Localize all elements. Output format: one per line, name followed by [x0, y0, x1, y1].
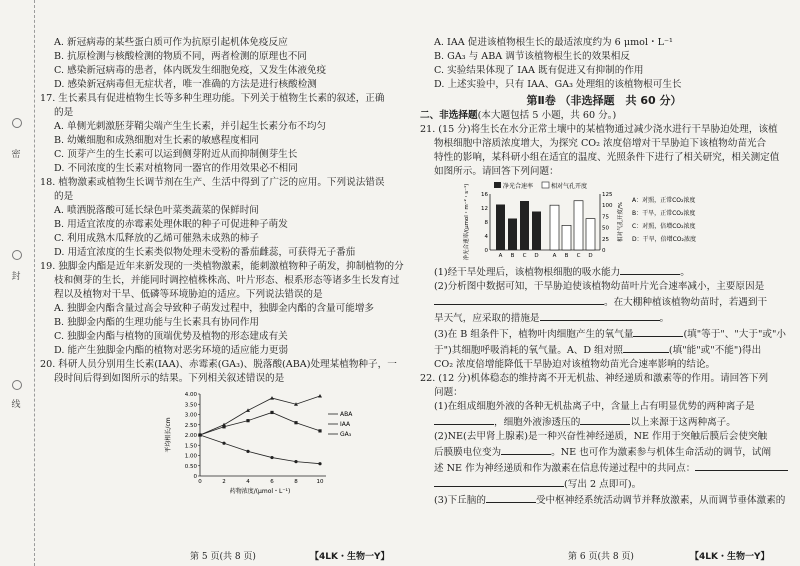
q18-option-a: A. 喷洒脱落酸可延长绿色叶菜类蔬菜的保鲜时间 — [54, 205, 259, 216]
q22-sub3a2-text: 受中枢神经系统活动调节并释放激素，从而调节垂体激素的 — [535, 495, 786, 506]
right-page-column — [420, 36, 788, 508]
binding-mark: 封 — [11, 272, 21, 282]
x-tick-label: A — [498, 253, 503, 259]
legend-label: GA₃ — [340, 431, 352, 438]
q19-stem: 程以及植物对干旱、低磷等环境胁迫的适应。下列说法错误的是 — [54, 289, 323, 300]
binding-mark: 密 — [11, 150, 21, 160]
bar-stomatal-opening — [562, 225, 571, 250]
q18-option-c: C. 利用成熟木瓜释放的乙烯可催熟未成熟的柿子 — [54, 233, 259, 244]
q20-stem: 段时间后得到如图所示的结果。下列相关叙述错误的是 — [54, 373, 285, 384]
x-tick-label: D — [588, 253, 593, 259]
y-right-tick-label: 0 — [602, 248, 606, 254]
y-tick-label: 0.50 — [184, 463, 197, 470]
q17-stem: 17. 生长素具有促进植物生长等多种生理功能。下列关于植物生长素的叙述，正确 — [40, 93, 385, 104]
y-axis-label: 平均根长/cm — [165, 417, 172, 453]
y-left-tick-label: 4 — [484, 234, 488, 240]
y-left-tick-label: 0 — [484, 248, 488, 254]
left-page-footer — [190, 549, 256, 562]
data-point — [222, 423, 226, 427]
group-note: C：对照，倍增CO₂浓度 — [632, 223, 696, 230]
q21-stem: 21. (15 分)将生长在水分正常土壤中的某植物通过减少浇水进行干旱胁迫处理，该植 — [420, 124, 778, 135]
bar-net-photosynthesis — [508, 219, 517, 251]
y-tick-label: 3.00 — [184, 412, 197, 419]
section-heading — [420, 109, 788, 123]
answer-blank[interactable] — [633, 326, 683, 337]
section-head-label: 二、非选择题 — [420, 110, 478, 121]
left-footer-tag-wrap — [310, 549, 390, 562]
data-point — [294, 421, 297, 424]
y-left-tick-label: 16 — [481, 192, 488, 198]
x-tick-label: D — [534, 253, 539, 259]
q19-option-a: A. 独脚金内酯含量过高会导致种子萌发过程中，独脚金内酯的含量可能增多 — [54, 303, 375, 314]
q17-option-d: D. 不同浓度的生长素对植物同一器官的作用效果必不相同 — [54, 163, 298, 174]
q17-option-a: A. 单侧光刺激胚芽鞘尖端产生生长素，并引起生长素分布不均匀 — [54, 121, 327, 132]
q18-option-d: D. 用适宜浓度的生长素类似物处理未受粉的番茄雌蕊，可获得无子番茄 — [54, 247, 356, 258]
answer-blank[interactable] — [540, 310, 660, 321]
y-tick-label: 2.50 — [184, 422, 197, 429]
y-right-tick-label: 50 — [602, 225, 609, 232]
q21-bar-chart — [460, 180, 760, 264]
legend-label: 相对气孔开度 — [551, 183, 588, 190]
y-tick-label: 3.50 — [184, 402, 197, 409]
q16-option-c: C. 感染新冠病毒的患者，体内既发生细胞免疫，又发生体液免疫 — [54, 65, 327, 76]
q22-stem: 22. (12 分)机体稳态的维持离不开无机盐、神经递质和激素等的作用。请回答下列 — [420, 373, 769, 384]
page-number: 第 6 页(共 8 页) — [568, 552, 634, 562]
series-line-ABA — [200, 435, 320, 464]
q22-sub1b-text: ，细胞外液渗透压的 — [494, 417, 581, 428]
answer-blank[interactable] — [695, 460, 788, 471]
answer-blank[interactable] — [623, 342, 669, 353]
q17-stem: 的是 — [54, 107, 74, 118]
y-right-axis-label: 相对气孔开度/% — [618, 201, 624, 243]
bar-net-photosynthesis — [496, 205, 505, 251]
x-tick-label: 8 — [294, 479, 298, 485]
data-point — [270, 396, 274, 400]
q21-sub3-cont: CO₂ 浓度倍增能降低干旱胁迫对该植物幼苗光合速率影响的结论。 — [434, 359, 716, 370]
section-note: (本大题包括 5 小题，共 60 分。) — [477, 110, 617, 121]
x-tick-label: 6 — [270, 479, 274, 485]
q22-sub2-cont — [420, 444, 788, 460]
x-tick-label: 2 — [222, 479, 226, 485]
q21-sub2: (2)分析图中数据可知，干旱胁迫使该植物幼苗叶片光合速率减小，主要原因是 — [434, 281, 765, 292]
q19-stem: 枝和侧芽的生长，并能同时调控植株株高、叶片形态、根系形态等诸多生长发育过 — [54, 275, 400, 286]
y-right-tick-label: 75 — [602, 214, 609, 221]
binding-mark: 线 — [11, 400, 21, 410]
q20-option-c: C. 实验结果体现了 IAA 既有促进又有抑制的作用 — [434, 65, 644, 76]
q22-sub2d-text: (写出 2 点即可)。 — [564, 479, 642, 490]
q21-sub3a2-text: (填"等于"、"大于"或"小 — [683, 329, 786, 340]
bar-net-photosynthesis — [520, 201, 529, 250]
answer-blank[interactable] — [486, 492, 536, 503]
q20-option-a: A. IAA 促进该植物根生长的最适浓度约为 6 μmol・L⁻¹ — [434, 37, 673, 48]
q22-sub3 — [420, 492, 788, 508]
series-line-IAA — [200, 412, 320, 435]
x-tick-label: 4 — [246, 479, 250, 485]
y-right-tick-label: 25 — [602, 236, 609, 243]
binding-hole-dot — [12, 118, 22, 128]
answer-blank[interactable] — [580, 414, 630, 425]
data-point — [294, 460, 297, 463]
q17-option-c: C. 顶芽产生的生长素可以运到侧芽附近从而抑制侧芽生长 — [54, 149, 298, 160]
q20-option-b: B. GA₃ 与 ABA 调节该植物根生长的效果相反 — [434, 51, 630, 62]
q17-option-b: B. 幼嫩细胞和成熟细胞对生长素的敏感程度相同 — [54, 135, 260, 146]
q18-stem: 18. 植物激素或植物生长调节剂在生产、生活中得到了广泛的应用。下列说法错误 — [40, 177, 385, 188]
q21-sub1-text: (1)经干旱处理后，该植物根细胞的吸水能力 — [434, 267, 621, 278]
q22-stem: 问题： — [434, 387, 463, 398]
y-tick-label: 1.50 — [184, 443, 197, 450]
q21-sub2b-text: 。在大棚种植该植物幼苗时，若遇到干 — [604, 297, 768, 308]
q21-sub3 — [420, 326, 788, 342]
answer-blank[interactable] — [434, 414, 494, 425]
x-tick-label: B — [510, 253, 515, 259]
q22-sub2b-text: 后膜膜电位变为 — [434, 447, 502, 458]
bar-stomatal-opening — [550, 205, 559, 250]
data-point — [246, 419, 249, 422]
q19-option-d: D. 能产生独脚金内酯的植物对恶劣环境的适应能力更弱 — [54, 345, 289, 356]
bar-net-photosynthesis — [532, 212, 541, 251]
q16-option-a: A. 新冠病毒的某些蛋白质可作为抗原引起机体免疫反应 — [54, 37, 288, 48]
group-note: B：干旱，正常CO₂浓度 — [632, 210, 696, 217]
q21-sub3a-text: (3)在 B 组条件下，植物叶肉细胞产生的氧气量 — [434, 329, 634, 340]
q16-option-b: B. 抗原检测与核酸检测的物质不同，两者检测的原理也不同 — [54, 51, 307, 62]
x-tick-label: C — [576, 253, 581, 259]
q19-option-c: C. 独脚金内酯与植物的顶端优势及植物的形态建成有关 — [54, 331, 288, 342]
right-footer-tag-wrap — [690, 549, 770, 562]
q22-sub3a-text: (3)下丘脑的 — [434, 495, 486, 506]
y-left-axis-label: 净光合速率/(μmol・m⁻²・s⁻¹) — [464, 183, 470, 261]
binding-hole-dot — [12, 250, 22, 260]
y-tick-label: 2.00 — [184, 433, 197, 439]
q21-sub3-cont — [420, 342, 788, 358]
data-point — [222, 442, 225, 445]
answer-blank[interactable] — [620, 264, 680, 275]
legend-swatch-filled — [494, 182, 501, 188]
q22-sub2-cont — [420, 476, 788, 492]
data-point — [270, 411, 273, 414]
group-note: A：对照，正常CO₂浓度 — [632, 197, 696, 204]
q21-sub2-cont — [420, 294, 788, 310]
page-number: 第 5 页(共 8 页) — [190, 552, 256, 562]
section-title: 第Ⅱ卷 （非选择题 共 60 分） — [526, 94, 682, 107]
bar-stomatal-opening — [574, 201, 583, 250]
paper-tag: 【4LK・生物一Y】 — [690, 552, 770, 562]
x-tick-label: A — [552, 253, 557, 259]
q18-option-b: B. 用适宜浓度的赤霉素处理休眠的种子可促进种子萌发 — [54, 219, 288, 230]
y-tick-label: 0 — [193, 474, 197, 480]
x-tick-label: 0 — [198, 479, 202, 485]
q21-sub1: (1)经干旱处理后，该植物根细胞的吸水能力 。 — [420, 264, 788, 280]
q22-sub2-cont — [420, 460, 788, 476]
y-tick-label: 1.00 — [184, 453, 197, 460]
group-note: D：干旱，倍增CO₂浓度 — [632, 236, 696, 243]
x-tick-label: C — [522, 253, 527, 259]
x-tick-label: 10 — [316, 479, 324, 485]
q19-option-b: B. 独脚金内酯的生理功能与生长素具有协同作用 — [54, 317, 260, 328]
data-point — [270, 456, 273, 459]
data-point — [318, 429, 321, 432]
data-point — [246, 408, 250, 412]
legend-label: ABA — [340, 411, 353, 418]
q21-stem: 物根细胞中溶质浓度增大，为探究 CO₂ 浓度倍增对干旱胁迫下该植物幼苗光合 — [434, 138, 767, 149]
legend-swatch-hollow — [542, 182, 549, 188]
binding-hole-dot — [12, 380, 22, 390]
y-tick-label: 4.00 — [184, 392, 197, 398]
q21-stem: 特性的影响，某科研小组在适宜的温度、光照条件下进行了相关研究，相关测定值 — [434, 152, 780, 163]
q20-option-d: D. 上述实验中，只有 IAA、GA₃ 处理组的该植物根可生长 — [434, 79, 682, 90]
q20-line-chart — [160, 388, 390, 500]
legend-label: 净光合速率 — [503, 183, 534, 190]
paper-tag: 【4LK・生物一Y】 — [310, 552, 390, 562]
q21-stem: 如图所示。请回答下列问题： — [434, 166, 559, 177]
q22-sub1: (1)在组成细胞外液的各种无机盐离子中，含量上占有明显优势的两种离子是 — [434, 401, 755, 412]
q21-sub3b-text: 于")其细胞呼吸消耗的氧气量。A、D 组对照 — [434, 345, 623, 356]
answer-blank[interactable] — [501, 444, 551, 455]
x-tick-label: B — [564, 253, 569, 259]
q22-sub2: (2)NE(去甲肾上腺素)是一种兴奋性神经递质，NE 作用于突触后膜后会使突触 — [434, 431, 768, 442]
left-page-column — [40, 36, 412, 500]
y-right-tick-label: 100 — [602, 203, 613, 210]
data-point — [318, 462, 321, 465]
x-axis-label: 药物浓度/(μmol・L⁻¹) — [229, 488, 291, 495]
q19-stem: 19. 独脚金内酯是近年来新发现的一类植物激素，能刺激植物种子萌发，抑制植物的分 — [40, 261, 404, 272]
bar-stomatal-opening — [586, 219, 595, 250]
answer-blank[interactable] — [434, 294, 604, 305]
q22-sub1b2-text: 以上来源于这两种离子。 — [630, 417, 736, 428]
answer-blank[interactable] — [434, 476, 564, 487]
right-page-footer — [568, 549, 634, 562]
legend-label: IAA — [340, 421, 351, 428]
q21-sub2-cont: 旱天气，应采取的措施是 。 — [420, 310, 788, 326]
y-left-tick-label: 12 — [481, 206, 488, 212]
data-point — [318, 394, 322, 398]
q22-sub2b2-text: 。NE 也可作为激素参与机体生命活动的调节，试阐 — [551, 447, 772, 458]
binding-margin — [0, 0, 35, 566]
q21-sub3b2-text: (填"能"或"不能")得出 — [668, 345, 762, 356]
data-point — [246, 450, 249, 453]
q21-sub2c-text: 旱天气，应采取的措施是 — [434, 313, 540, 324]
y-left-tick-label: 8 — [484, 220, 488, 226]
q18-stem: 的是 — [54, 191, 74, 202]
q16-option-d: D. 感染新冠病毒但无症状者，唯一准确的方法是进行核酸检测 — [54, 79, 317, 90]
q22-sub1-cont — [420, 414, 788, 430]
q20-stem: 20. 科研人员分别用生长素(IAA)、赤霉素(GA₃)、脱落酸(ABA)处理某植物种子，一 — [40, 359, 397, 370]
q22-sub2c-text: 述 NE 作为神经递质和作为激素在信息传递过程中的共同点： — [434, 463, 696, 474]
y-right-tick-label: 125 — [602, 192, 613, 198]
